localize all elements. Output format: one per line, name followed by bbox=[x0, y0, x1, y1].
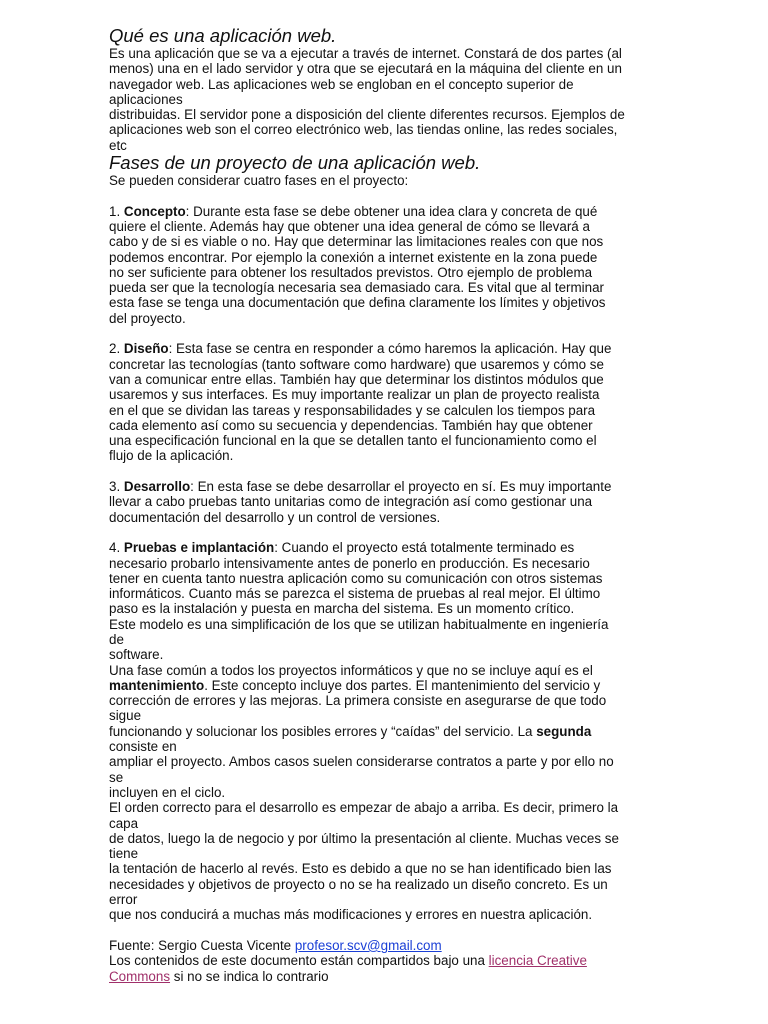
license-line bbox=[109, 969, 669, 984]
phase-diseno bbox=[109, 341, 669, 463]
phase-name: Desarrollo bbox=[123, 479, 191, 495]
license-suffix: si no se indica lo contrario bbox=[170, 968, 329, 984]
paragraph-line: ampliar el proyecto. Ambos casos suelen considerarse contratos a parte y por ello no bbox=[109, 754, 614, 770]
paragraph-line: tener en cuenta tanto nuestra aplicación como su comunicación con otros sistemas bbox=[109, 570, 603, 586]
paragraph-line: aplicaciones bbox=[109, 91, 183, 107]
paragraph-line: incluyen en el ciclo. bbox=[109, 784, 226, 800]
paragraph-line: informáticos. Cuanto más se parezca el sistema de pruebas al real mejor. El último bbox=[109, 586, 601, 602]
paragraph-line: documentación del desarrollo y un control de versiones. bbox=[109, 509, 441, 525]
paragraph-line bbox=[109, 724, 669, 739]
paragraph-line: usaremos y sus interfaces. Es muy importante realizar un plan de proyecto realista bbox=[109, 387, 600, 403]
paragraph-line: en el que se dividan las tareas y responsabilidades y se calculen los tiempos para bbox=[109, 402, 596, 418]
section-title-project-phases: Fases de un proyecto de una aplicación web. bbox=[109, 152, 481, 174]
bold-term: mantenimiento bbox=[109, 677, 205, 693]
paragraph-line: aplicaciones web son el correo electrónico web, las tiendas online, las redes sociales, bbox=[109, 122, 618, 138]
maintenance-section bbox=[109, 617, 669, 923]
paragraph-line: concretar las tecnologías (tanto software como hardware) que usaremos y cómo se bbox=[109, 356, 604, 372]
paragraph-line: cada elemento así como su secuencia y dependencias. También hay que obtener bbox=[109, 417, 593, 433]
paragraph-line bbox=[109, 678, 669, 693]
phase-heading-line bbox=[109, 204, 669, 219]
paragraph-line: esta fase se tenga una documentación que defina claramente los límites y objetivos bbox=[109, 295, 606, 311]
paragraph-line: quiere el cliente. Además hay que obtener una idea general de cómo se llevará a bbox=[109, 218, 590, 234]
paragraph-line: la tentación de hacerlo al revés. Esto es debido a que no se han identificado bien las bbox=[109, 861, 612, 877]
spacer bbox=[109, 464, 669, 479]
paragraph-line: distribuidas. El servidor pone a disposición del cliente diferentes recursos. Ejemplos de bbox=[109, 107, 625, 123]
license-link[interactable]: licencia Creative bbox=[488, 953, 587, 969]
spacer bbox=[109, 525, 669, 540]
paragraph-line: corrección de errores y las mejoras. La primera consiste en asegurarse de que todo bbox=[109, 693, 607, 709]
phase-number: 2. bbox=[109, 341, 121, 357]
phase-heading-line bbox=[109, 540, 669, 555]
paragraph-line: paso es la instalación y puesta en marcha del sistema. Es un momento crítico. bbox=[109, 601, 575, 617]
paragraph-line: sigue bbox=[109, 708, 142, 724]
paragraph-line: van a comunicar entre ellas. También hay que determinar los distintos módulos que bbox=[109, 371, 604, 387]
spacer bbox=[109, 188, 669, 203]
paragraph-line: necesidades y objetivos de proyecto o no se ha realizado un diseño concreto. Es un bbox=[109, 876, 608, 892]
phase-name: Concepto bbox=[123, 203, 186, 219]
section-title-web-app: Qué es una aplicación web. bbox=[109, 25, 337, 46]
footer bbox=[109, 938, 669, 984]
paragraph-line: Este modelo es una simplificación de los que se utilizan habitualmente en ingeniería bbox=[109, 616, 609, 632]
paragraph-line: del proyecto. bbox=[109, 310, 186, 326]
paragraph-line: capa bbox=[109, 815, 139, 831]
phase-text: : En esta fase se debe desarrollar el proyecto en sí. Es muy importante bbox=[190, 479, 612, 495]
paragraph-line: no ser suficiente para obtener los resultados previstos. Otro ejemplo de problema bbox=[109, 264, 593, 280]
phase-heading-line bbox=[109, 479, 669, 494]
phase-heading-line bbox=[109, 341, 669, 356]
paragraph-line: que nos conducirá a muchas más modificaciones y errores en nuestra aplicación. bbox=[109, 907, 593, 923]
paragraph-line: Una fase común a todos los proyectos informáticos y que no se incluye aquí es el bbox=[109, 662, 593, 678]
phase-text: : Cuando el proyecto está totalmente terminado es bbox=[274, 540, 575, 556]
phase-text: : Durante esta fase se debe obtener una idea clara y concreta de qué bbox=[185, 203, 598, 219]
inline-text: funcionando y solucionar los posibles errores y “caídas” del servicio. La bbox=[109, 723, 537, 739]
paragraph-line: Es una aplicación que se va a ejecutar a través de internet. Constará de dos partes (al bbox=[109, 46, 622, 61]
paragraph-line: flujo de la aplicación. bbox=[109, 448, 234, 464]
paragraph-line: llevar a cabo pruebas tanto unitarias como de integración así como gestionar una bbox=[109, 494, 593, 510]
phase-number: 3. bbox=[109, 479, 121, 495]
phase-text: : Esta fase se centra en responder a cómo haremos la aplicación. Hay que bbox=[168, 341, 612, 357]
paragraph-line: podemos encontrar. Por ejemplo la conexión a internet existente en la zona puede bbox=[109, 249, 598, 265]
paragraph-line: software. bbox=[109, 647, 164, 663]
source-label: Fuente: Sergio Cuesta Vicente bbox=[109, 937, 295, 953]
section-web-app-body bbox=[109, 46, 669, 153]
paragraph-line: menos) una en el lado servidor y otra que se ejecutará en la máquina del cliente en un bbox=[109, 61, 622, 77]
document-page bbox=[109, 26, 669, 984]
license-line bbox=[109, 953, 669, 968]
paragraph-line: error bbox=[109, 892, 138, 908]
phase-number: 1. bbox=[109, 203, 121, 219]
paragraph-line: consiste en bbox=[109, 739, 177, 755]
license-link[interactable]: Commons bbox=[109, 968, 171, 984]
paragraph-line: de bbox=[109, 631, 124, 647]
license-prefix: Los contenidos de este documento están compartidos bajo una bbox=[109, 953, 489, 969]
paragraph-line: se bbox=[109, 769, 124, 785]
phases-intro: Se pueden considerar cuatro fases en el proyecto: bbox=[109, 173, 409, 189]
paragraph-line: una especificación funcional en la que se detallen tanto el funcionamiento como el bbox=[109, 433, 597, 449]
phase-desarrollo bbox=[109, 479, 669, 525]
paragraph-line: cabo y de si es viable o no. Hay que determinar las limitaciones reales con que nos bbox=[109, 234, 604, 250]
spacer bbox=[109, 923, 669, 938]
phase-number: 4. bbox=[109, 540, 121, 556]
paragraph-line: El orden correcto para el desarrollo es empezar de abajo a arriba. Es decir, primero la bbox=[109, 800, 619, 816]
phase-concepto bbox=[109, 204, 669, 326]
paragraph-line: necesario probarlo intensivamente antes de ponerlo en producción. Es necesario bbox=[109, 555, 590, 571]
bold-term: segunda bbox=[536, 723, 592, 739]
paragraph-line: tiene bbox=[109, 846, 139, 862]
spacer bbox=[109, 326, 669, 341]
phase-pruebas bbox=[109, 540, 669, 616]
paragraph-line: navegador web. Las aplicaciones web se engloban en el concepto superior de bbox=[109, 76, 574, 92]
paragraph-line: etc bbox=[109, 137, 127, 153]
inline-text: . Este concepto incluye dos partes. El mantenimiento del servicio y bbox=[204, 677, 601, 693]
email-link[interactable]: profesor.scv@gmail.com bbox=[294, 937, 442, 953]
source-line bbox=[109, 938, 669, 953]
paragraph-line: pueda ser que la tecnología necesaria sea demasiado cara. Es vital que al terminar bbox=[109, 280, 605, 296]
phase-name: Diseño bbox=[123, 341, 169, 357]
paragraph-line: de datos, luego la de negocio y por último la presentación al cliente. Muchas veces se bbox=[109, 830, 619, 846]
phase-name: Pruebas e implantación bbox=[123, 540, 275, 556]
